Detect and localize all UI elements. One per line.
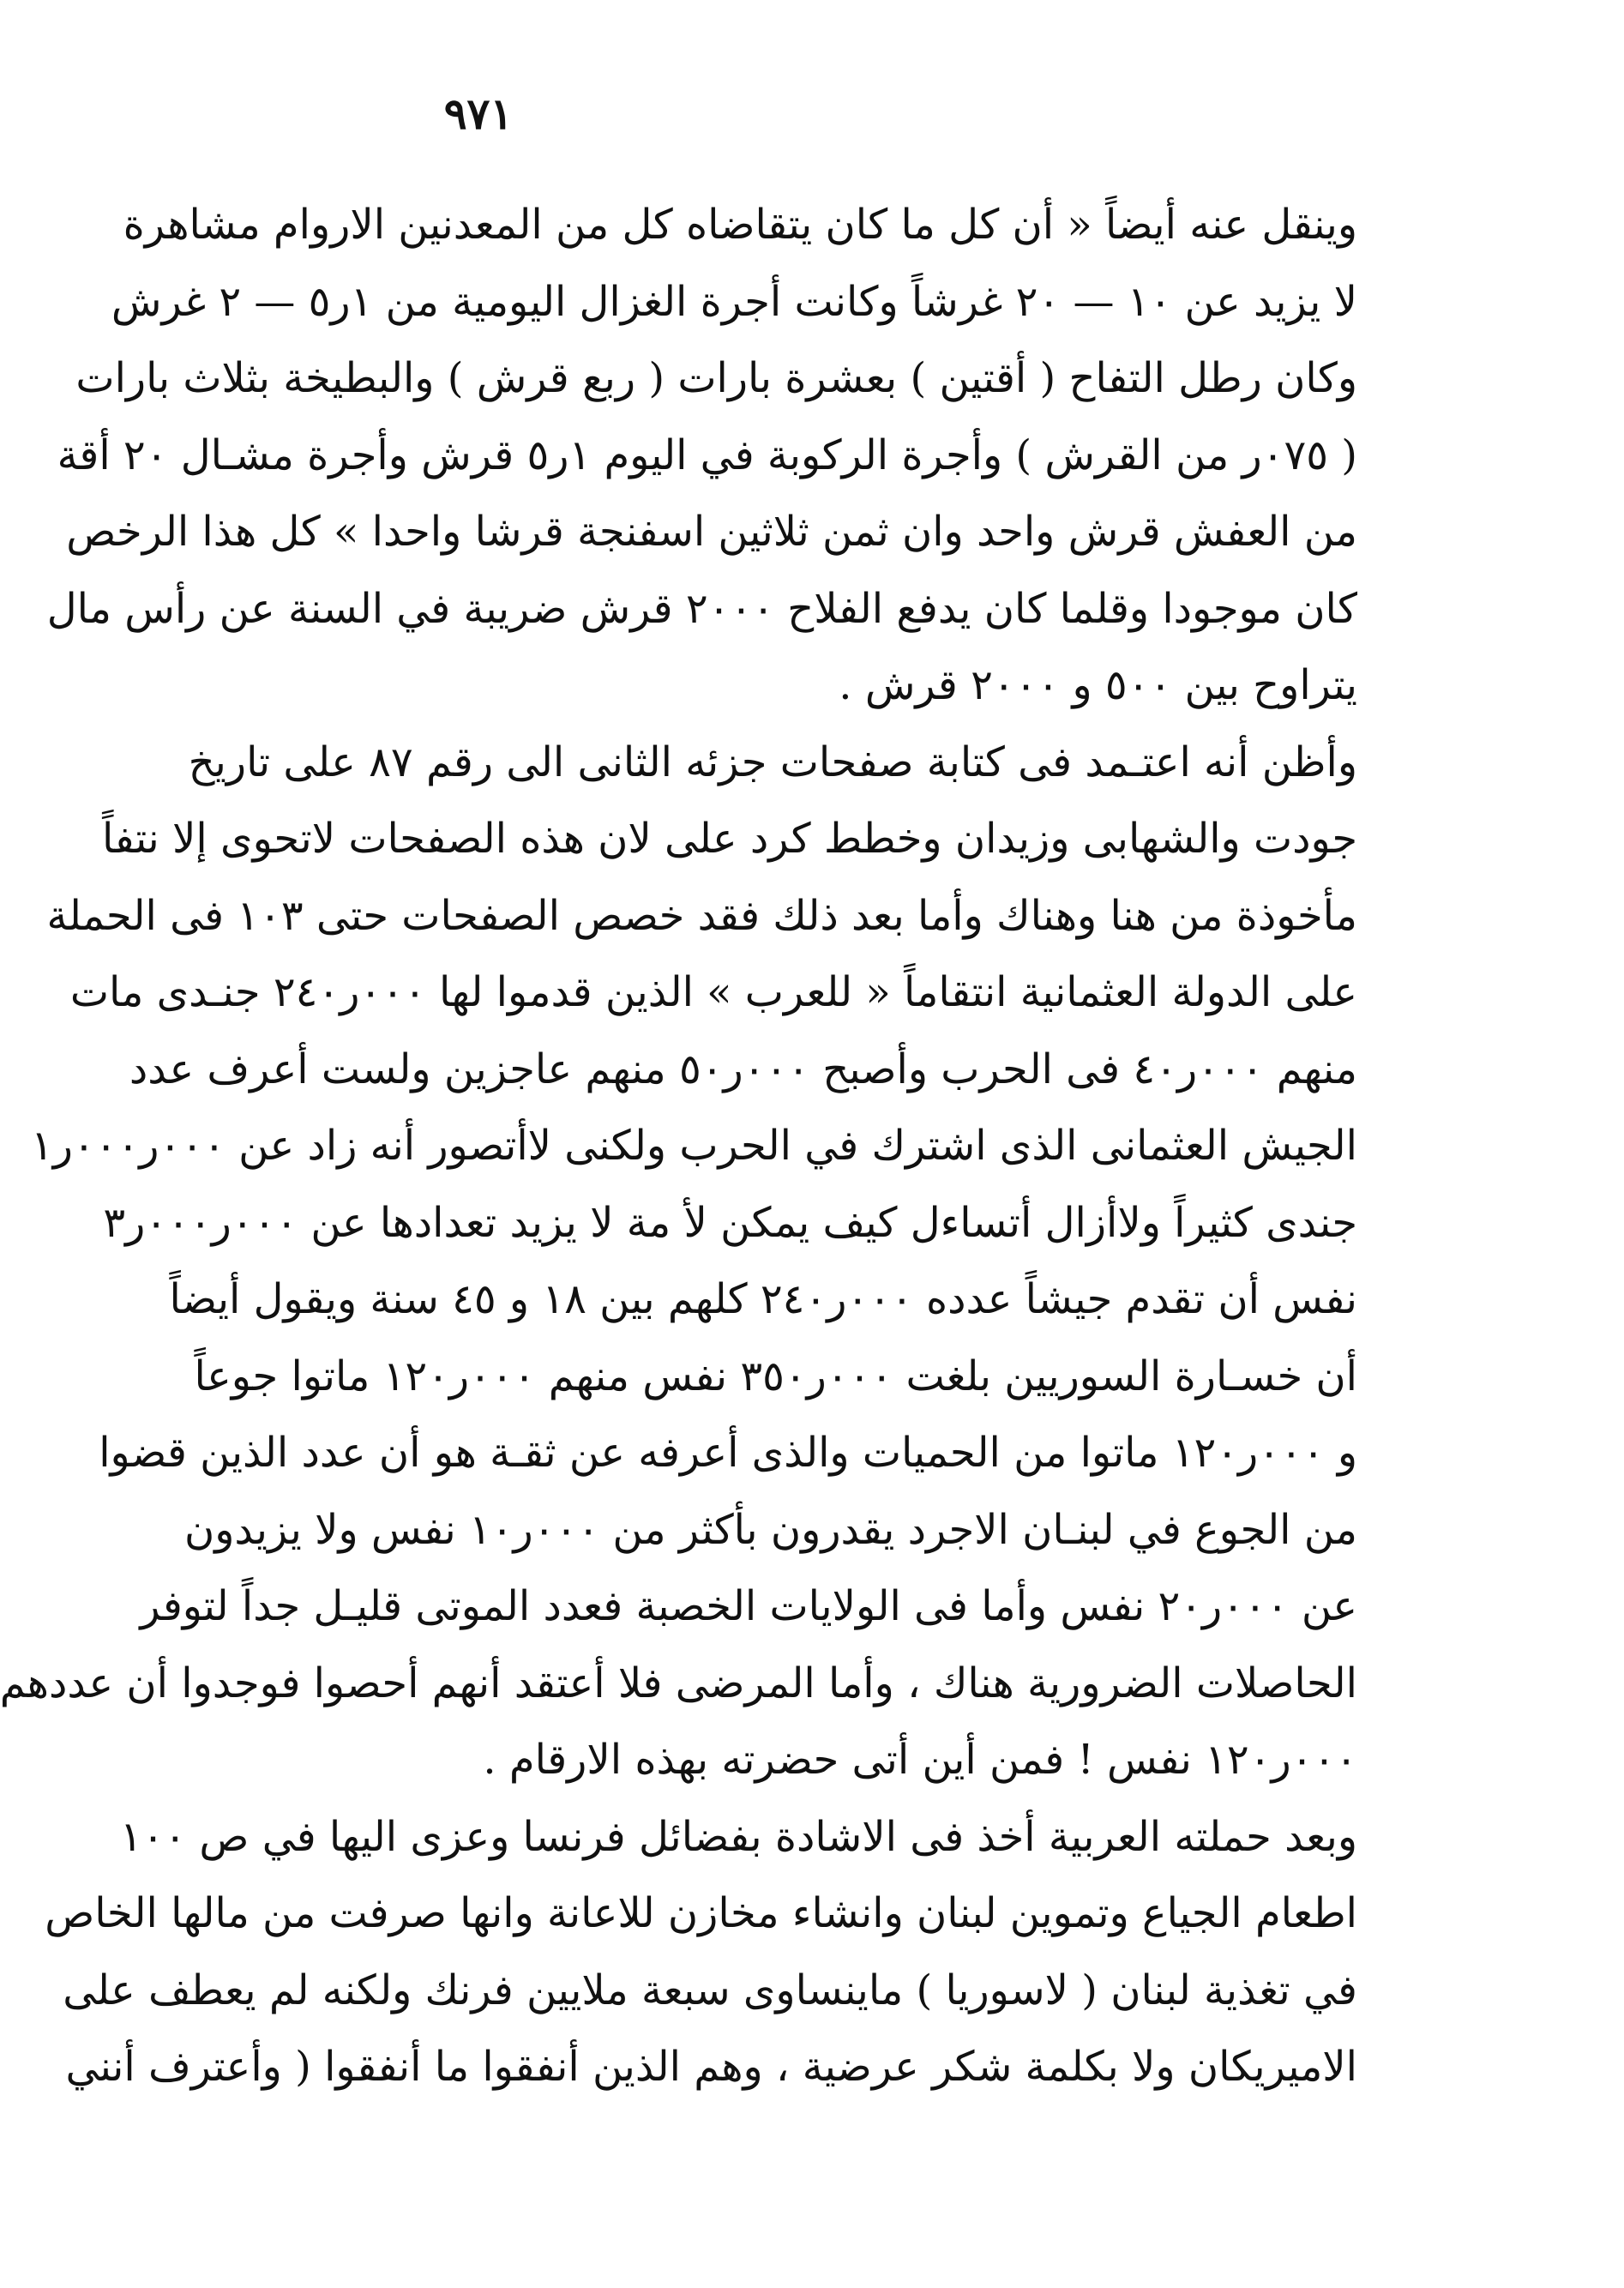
text-line: جودت والشهابى وزيدان وخطط كرد على لان هذه الصفحات لاتحوى إلا نتفاً	[102, 815, 1357, 863]
text-line: الجيش العثمانى الذى اشترك في الحرب ولكنى لاأتصور أنه زاد عن ٠٠٠ر٠٠٠ر١	[30, 1122, 1357, 1170]
text-line: وأظن أنه اعتـمد فى كتابة صفحات جزئه الثانى الى رقم ٨٧ على تاريخ	[188, 738, 1357, 786]
text-line: الاميريكان ولا بكلمة شكر عرضية ، وهم الذين أنفقوا ما أنفقوا ( وأعترف أنني	[65, 2043, 1357, 2091]
text-line: منهم ٠٠٠ر٤٠ فى الحرب وأصبح ٠٠٠ر٥٠ منهم عاجزين ولست أعرف عدد	[129, 1045, 1357, 1093]
text-line: كان موجودا وقلما كان يدفع الفلاح ٢٠٠٠ قرش ضريبة في السنة عن رأس مال	[46, 584, 1357, 633]
text-line: اطعام الجياع وتموين لبنان وانشاء مخازن للاعانة وانها صرفت من مالها الخاص	[45, 1889, 1357, 1937]
body-text	[0, 187, 1357, 2106]
text-line: مأخوذة من هنا وهناك وأما بعد ذلك فقد خصص الصفحات حتى ١٠٣ فى الحملة	[46, 891, 1357, 940]
text-line: على الدولة العثمانية انتقاماً « للعرب » الذين قدموا لها ٠٠٠ر٢٤٠ جنـدى مات	[69, 968, 1357, 1016]
text-line: ( ٠٧٥ر من القرش ) وأجرة الركوبة في اليوم ١ر٥ قرش وأجرة مشـال ٢٠ أقة	[57, 431, 1357, 479]
text-line: الحاصلات الضرورية هناك ، وأما المرضى فلا أعتقد أنهم أحصوا فوجدوا أن عددهم	[0, 1659, 1357, 1707]
text-line: وكان رطل التفاح ( أقتين ) بعشرة بارات ( ربع قرش ) والبطيخة بثلاث بارات	[75, 354, 1357, 402]
text-line: لا يزيد عن ١٠ — ٢٠ غرشاً وكانت أجرة الغزال اليومية من ١ر٥ — ٢ غرش	[111, 277, 1357, 326]
paragraph-end-line: ٠٠٠ر١٢٠ نفس ! فمن أين أتى حضرته بهذه الارقام .	[483, 1736, 1357, 1784]
text-line: وينقل عنه أيضاً « أن كل ما كان يتقاضاه كل من المعدنين الاروام مشاهرة	[123, 201, 1357, 249]
text-line: وبعد حملته العربية أخذ فى الاشادة بفضائل فرنسا وعزى اليها في ص ١٠٠	[119, 1812, 1357, 1861]
text-line: أن خسـارة السوريين بلغت ٠٠٠ر٣٥٠ نفس منهم ٠٠٠ر١٢٠ ماتوا جوعاً	[194, 1352, 1357, 1400]
page-number: ٩٧١	[443, 88, 514, 139]
text-line: من العفش قرش واحد وان ثمن ثلاثين اسفنجة قرشا واحدا » كل هذا الرخص	[66, 508, 1357, 556]
text-line: جندى كثيراً ولاأزال أتساءل كيف يمكن لأ مة لا يزيد تعدادها عن ٠٠٠ر٠٠٠ر٣	[103, 1198, 1357, 1247]
text-line: و ٠٠٠ر١٢٠ ماتوا من الحميات والذى أعرفه عن ثقـة هو أن عدد الذين قضوا	[99, 1429, 1357, 1477]
text-line: من الجوع في لبنـان الاجرد يقدرون بأكثر من ٠٠٠ر١٠ نفس ولا يزيدون	[183, 1505, 1357, 1554]
text-line: عن ٠٠٠ر٢٠ نفس وأما فى الولايات الخصبة فعدد الموتى قليـل جداً لتوفر	[140, 1582, 1357, 1630]
text-line: نفس أن تقدم جيشاً عدده ٠٠٠ر٢٤٠ كلهم بين ١٨ و ٤٥ سنة ويقول أيضاً	[169, 1275, 1357, 1323]
text-line: في تغذية لبنان ( لاسوريا ) ماينساوى سبعة ملايين فرنك ولكنه لم يعطف على	[63, 1966, 1357, 2014]
paragraph-end-line: يتراوح بين ٥٠٠ و ٢٠٠٠ قرش .	[839, 661, 1357, 709]
